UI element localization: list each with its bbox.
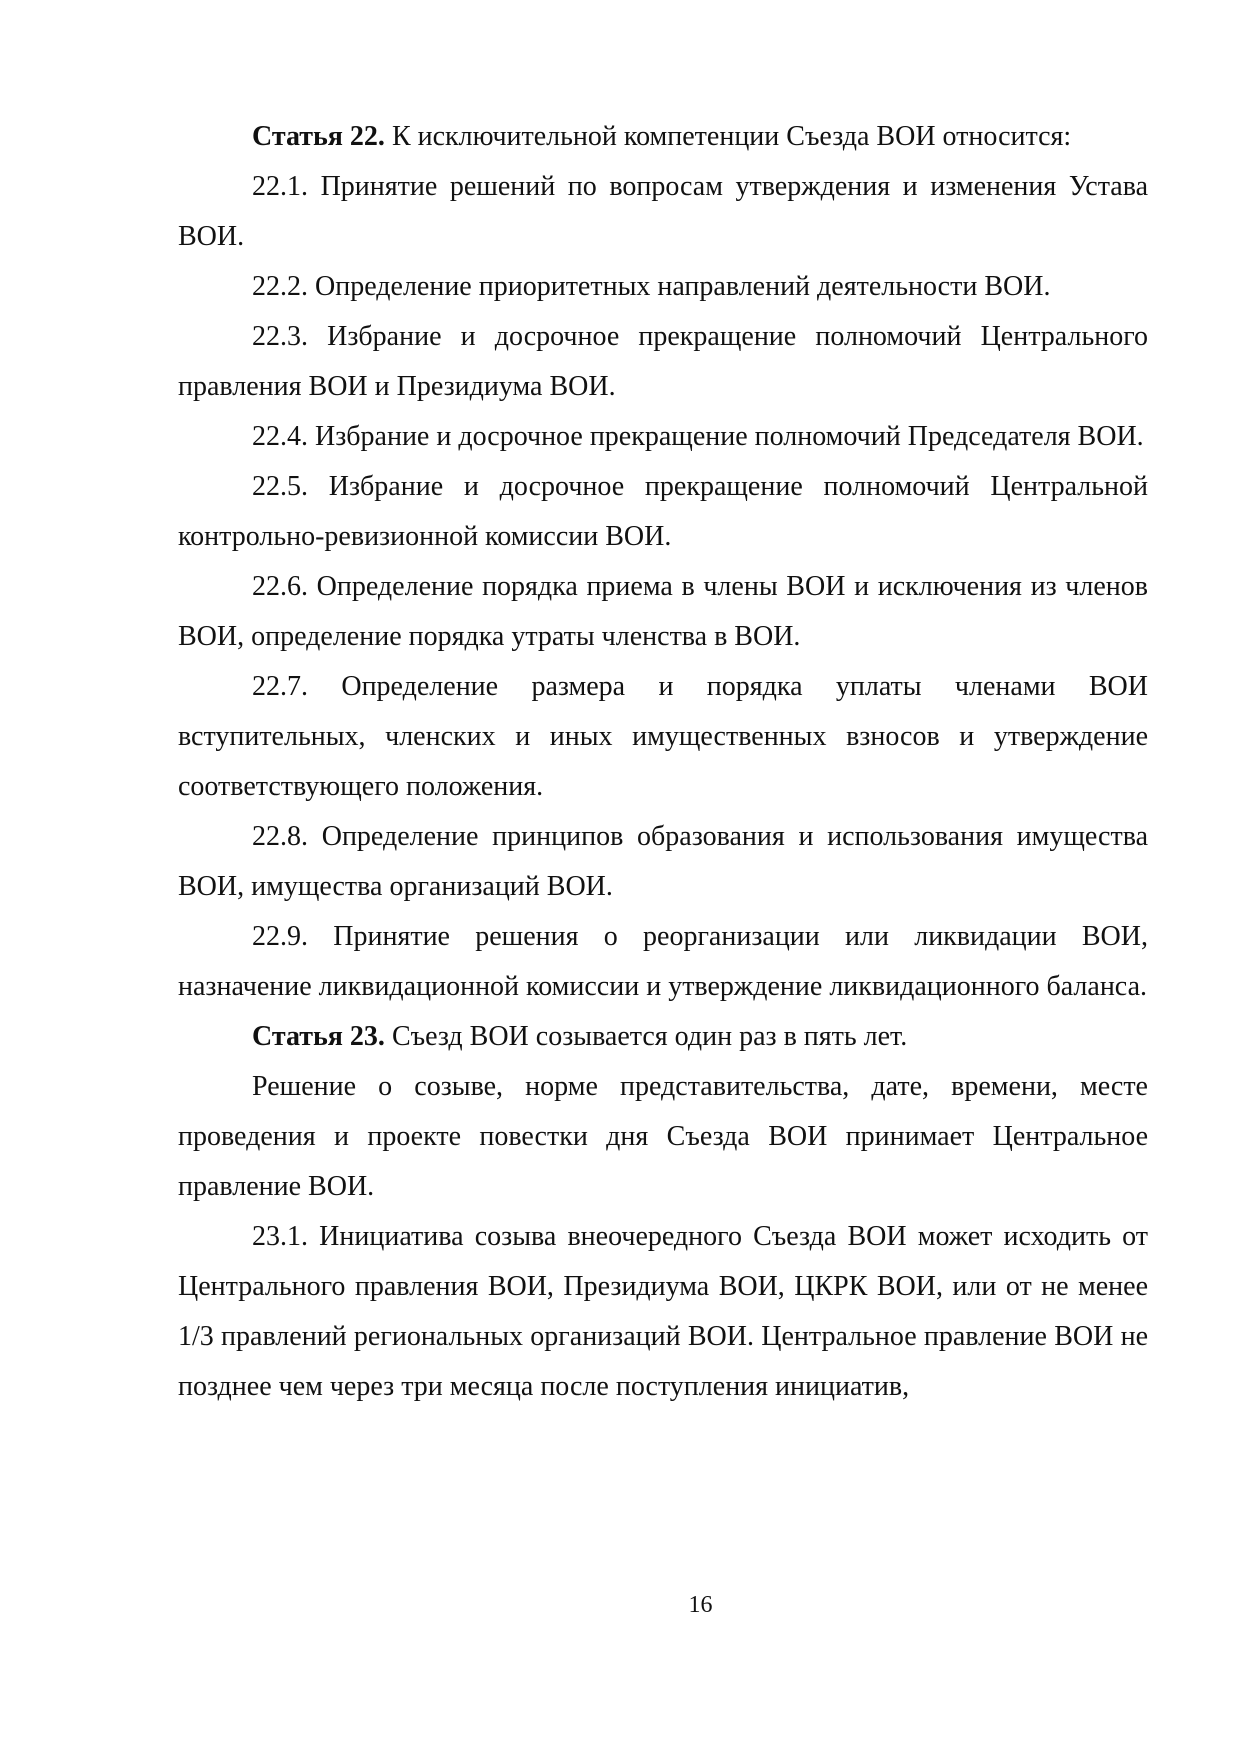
article-23-paragraph: Решение о созыве, норме представительства, дате, времени, месте проведения и проекте повестки дня Съезда ВОИ принимает Центральное правление ВОИ. [178,1071,1148,1202]
document-body [178,112,1148,1412]
paragraph-text: К исключительной компетенции Съезда ВОИ относится: [384,121,1072,152]
page-number: 16 [688,1592,713,1618]
clause-22-4: 22.4. Избрание и досрочное прекращение полномочий Председателя ВОИ. [252,421,1144,452]
paragraph-text: Съезд ВОИ созывается один раз в пять лет. [384,1021,908,1052]
article-23-heading [178,1012,1148,1062]
clause-22-9: 22.9. Принятие решения о реорганизации или ликвидации ВОИ, назначение ликвидационной комиссии и утверждение ликвидационного баланса. [178,921,1148,1002]
article-label: Статья 22. [252,121,385,152]
clause-22-2: 22.2. Определение приоритетных направлений деятельности ВОИ. [252,271,1051,302]
clause-22-6: 22.6. Определение порядка приема в члены ВОИ и исключения из членов ВОИ, определение порядка утраты членства в ВОИ. [178,571,1148,652]
clause-22-3: 22.3. Избрание и досрочное прекращение полномочий Центрального правления ВОИ и Президиума ВОИ. [178,321,1148,402]
article-22-heading [178,112,1148,162]
clause-22-8: 22.8. Определение принципов образования и использования имущества ВОИ, имущества организаций ВОИ. [178,821,1148,902]
clause-23-1: 23.1. Инициатива созыва внеочередного Съезда ВОИ может исходить от Центрального правления ВОИ, Президиума ВОИ, ЦКРК ВОИ, или от не менее 1/3 правлений региональных организаций ВОИ. Центральное правление ВОИ не позднее чем через три месяца после поступления инициатив, [178,1221,1148,1402]
article-label: Статья 23. [252,1021,385,1052]
clause-22-5: 22.5. Избрание и досрочное прекращение полномочий Центральной контрольно-ревизионной комиссии ВОИ. [178,471,1148,552]
clause-22-1: 22.1. Принятие решений по вопросам утверждения и изменения Устава ВОИ. [178,171,1148,252]
clause-22-7: 22.7. Определение размера и порядка уплаты членами ВОИ вступительных, членских и иных имущественных взносов и утверждение соответствующего положения. [178,671,1148,802]
